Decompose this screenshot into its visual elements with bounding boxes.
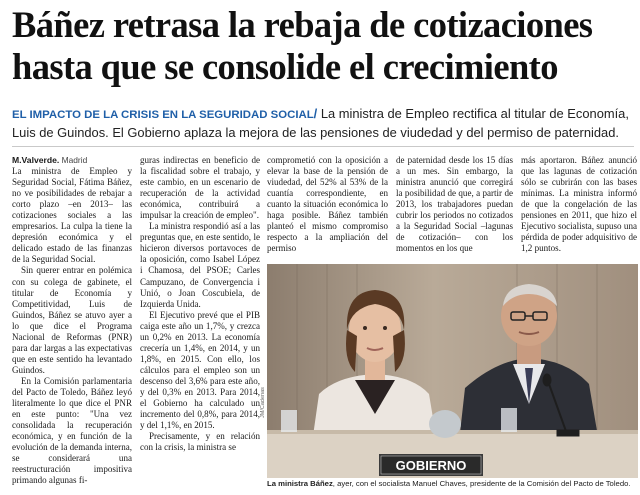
article-paragraph: La ministra respondió así a las preguntas que, en este sentido, le hicieron diversos portavoces de la oposición, como Isabel López i Chamosa, del PSOE; Carles Campuzano, de Convergencia i Unió, o Joan Coscubiela, de Izquierda Unida. bbox=[140, 221, 260, 309]
headline-line-2: hasta que se consolide el crecimiento bbox=[12, 46, 558, 87]
article-paragraph: Sin querer entrar en polémica con su colega de gabinete, el titular de Economía y Competitividad, Luis de Guindos, Báñez se atuvo ayer a lo que dice el Programa Nacional de Reformas (PNR) para dar largas a las expectativas que en este sentido ha levantado Guindos. bbox=[12, 265, 132, 375]
article-paragraph: La ministra de Empleo y Seguridad Social, Fátima Báñez, no ve posibilidades de rebajar a corto plazo –en 2013– las cotizaciones sociales a las empresarios. La culpa la tiene la depresión económica y el delicado estado de las finanzas de la Seguridad Social. bbox=[12, 166, 132, 265]
article-column-1 bbox=[12, 155, 132, 495]
photo-illustration bbox=[267, 264, 638, 478]
article-paragraph: comprometió con la oposición a elevar la base de la pensión de viudedad, del 52% al 53% de la cuantía correspondiente, en cuanto la situación económica lo haga posible. Báñez también planteó el mismo compromiso respecto a la ampliación del permiso bbox=[267, 155, 388, 254]
article-paragraph: Precisamente, y en relación con la crisis, la ministra se bbox=[140, 431, 260, 453]
article-paragraph: guras indirectas en beneficio de la fiscalidad sobre el trabajo, y este cambio, en un escenario de recuperación de la actividad económica, contribuirá a impulsar la creación de empleo". bbox=[140, 155, 260, 221]
byline-author: M.Valverde. bbox=[12, 155, 60, 165]
article-column-4 bbox=[396, 155, 513, 258]
caption-bold: La ministra Báñez bbox=[267, 479, 333, 488]
deck-text: La ministra de Empleo rectifica al titular de Economía, Luis de Guindos. El Gobierno aplaza la mejora de las pensiones de viudedad y del permiso de paternidad. bbox=[12, 106, 629, 140]
article-column-2 bbox=[140, 155, 260, 490]
article-column-3 bbox=[267, 155, 388, 258]
deck bbox=[12, 105, 634, 141]
article-paragraph: de paternidad desde los 15 días a un mes. Sin embargo, la ministra anunció que corregirá la posibilidad de que, a partir de 2013, los trabajadores puedan cubrir los periodos no cotizados a la Seguridad Social –lagunas de cotización– con los momentos en los que bbox=[396, 155, 513, 254]
news-photo bbox=[267, 264, 638, 478]
headline-line-1: Báñez retrasa la rebaja de cotizaciones bbox=[12, 4, 593, 45]
kicker-separator: / bbox=[313, 106, 318, 121]
article-paragraph: En la Comisión parlamentaria del Pacto de Toledo, Báñez leyó literalmente lo que dice el PNR en este punto: "Una vez consolidada la recuperación económica, y en función de la evolución de la demanda interna, se considerará una reestructuración impositiva primando algunas fi- bbox=[12, 375, 132, 486]
photo-caption bbox=[267, 479, 638, 489]
divider bbox=[12, 146, 634, 147]
caption-text: , ayer, con el socialista Manuel Chaves, presidente de la Comisión del Pacto de Toledo. bbox=[332, 479, 631, 488]
article-paragraph bbox=[12, 155, 132, 166]
article-paragraph: El Ejecutivo prevé que el PIB caiga este año un 1,7%, y crezca un 0,2% en 2013. La economía crecería un 1,4%, en 2014, y un 1,8%, en 2015. Con ello, los cálculos para el empleo son un descenso del 3,6% para este año, y del 0,3% en 2013. Para 2014, el Gobierno ha calculado un incremento del 0,8%, para 2014, y del 1,1%, en 2015. bbox=[140, 309, 260, 431]
article-column-5 bbox=[521, 155, 637, 258]
article-paragraph: más aportaron. Báñez anunció que las lagunas de cotización sólo se cubrirán con las bases mínimas. La ministra informó de que la congelación de las pensiones en 2011, que hizo el Ejecutivo socialista, supuso una pérdida de poder adquisitivo de 1,2 puntos. bbox=[521, 155, 637, 254]
headline bbox=[12, 4, 632, 88]
section-kicker: EL IMPACTO DE LA CRISIS EN LA SEGURIDAD SOCIAL bbox=[12, 109, 314, 121]
byline-location: Madrid bbox=[59, 155, 88, 165]
nameplate-text: GOBIERNO bbox=[395, 458, 467, 473]
photo-credit: JM/Cadenas bbox=[260, 387, 266, 418]
